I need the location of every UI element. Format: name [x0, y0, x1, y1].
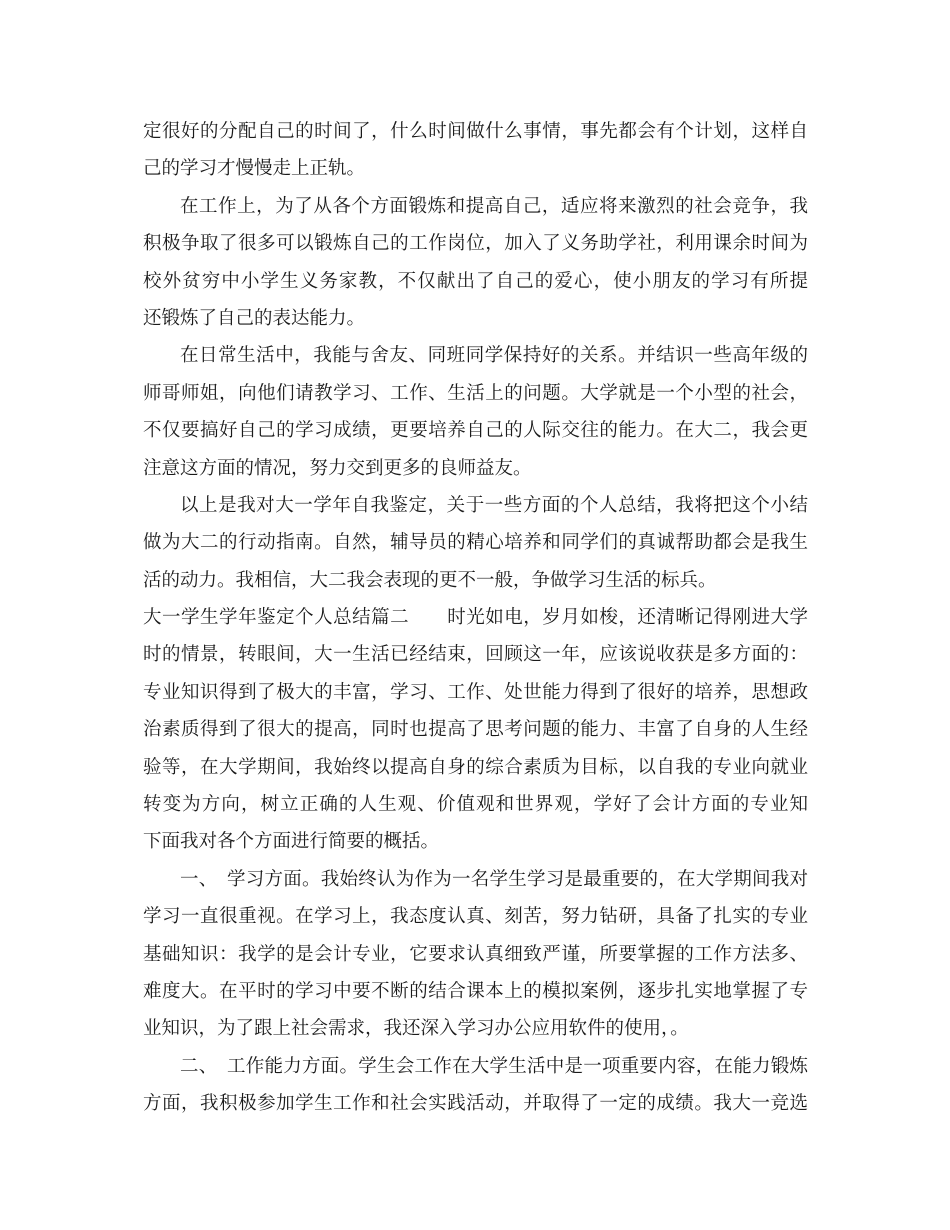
text-line: 转变为方向，树立正确的人生观、价值观和世界观，学好了会计方面的专业知	[143, 794, 808, 816]
text-line: 积极争取了很多可以锻炼自己的工作岗位，加入了义务助学社，利用课余时间为	[143, 233, 808, 255]
text-line: 时的情景，转眼间，大一生活已经结束，回顾这一年，应该说收获是多方面的：	[143, 644, 808, 666]
text-line: 在日常生活中，我能与舍友、同班同学保持好的关系。并结识一些高年级的	[180, 345, 808, 367]
text-line: 验等，在大学期间，我始终以提高自身的综合素质为目标，以自我的专业向就业	[143, 756, 808, 778]
text-line: 做为大二的行动指南。自然，辅导员的精心培养和同学们的真诚帮助都会是我生	[143, 532, 808, 554]
text-line: 以上是我对大一学年自我鉴定，关于一些方面的个人总结，我将把这个小结	[180, 494, 808, 516]
text-line: 专业知识得到了极大的丰富，学习、工作、处世能力得到了很好的培养，思想政	[143, 681, 808, 703]
text-line: 师哥师姐，向他们请教学习、工作、生活上的问题。大学就是一个小型的社会，	[143, 382, 808, 404]
text-line: 治素质得到了很大的提高，同时也提高了思考问题的能力、丰富了自身的人生经	[143, 719, 808, 741]
text-line: 大一学生学年鉴定个人总结篇二 时光如电，岁月如梭，还清晰记得刚进大学	[143, 607, 808, 629]
text-line: 己的学习才慢慢走上正轨。	[143, 158, 366, 180]
text-line: 定很好的分配自己的时间了，什么时间做什么事情，事先都会有个计划，这样自	[143, 121, 808, 142]
text-line: 校外贫穷中小学生义务家教，不仅献出了自己的爱心，使小朋友的学习有所提	[143, 270, 808, 292]
text-line: 二、 工作能力方面。学生会工作在大学生活中是一项重要内容，在能力锻炼	[180, 1055, 808, 1077]
text-line: 难度大。在平时的学习中要不断的结合课本上的模拟案例，逐步扎实地掌握了专	[143, 980, 808, 1002]
text-line: 业知识，为了跟上社会需求，我还深入学习办公应用软件的使用，。	[143, 1018, 689, 1040]
text-line: 下面我对各个方面进行简要的概括。	[143, 831, 440, 853]
text-line: 活的动力。我相信，大二我会表现的更不一般，争做学习生活的标兵。	[143, 569, 717, 591]
text-line: 还锻炼了自己的表达能力。	[143, 307, 366, 329]
text-line: 注意这方面的情况，努力交到更多的良师益友。	[143, 457, 532, 479]
document-body	[143, 113, 808, 1123]
text-line: 方面，我积极参加学生工作和社会实践活动，并取得了一定的成绩。我大一竞选	[143, 1093, 808, 1115]
text-line: 不仅要搞好自己的学习成绩，更要培养自己的人际交往的能力。在大二，我会更	[143, 420, 808, 442]
text-line: 在工作上，为了从各个方面锻炼和提高自己，适应将来激烈的社会竞争，我	[180, 195, 808, 217]
text-line: 学习一直很重视。在学习上，我态度认真、刻苦，努力钻研，具备了扎实的专业	[143, 906, 808, 928]
text-line: 一、 学习方面。我始终认为作为一名学生学习是最重要的，在大学期间我对	[180, 868, 808, 890]
text-line: 基础知识：我学的是会计专业，它要求认真细致严谨，所要掌握的工作方法多、	[143, 943, 808, 965]
